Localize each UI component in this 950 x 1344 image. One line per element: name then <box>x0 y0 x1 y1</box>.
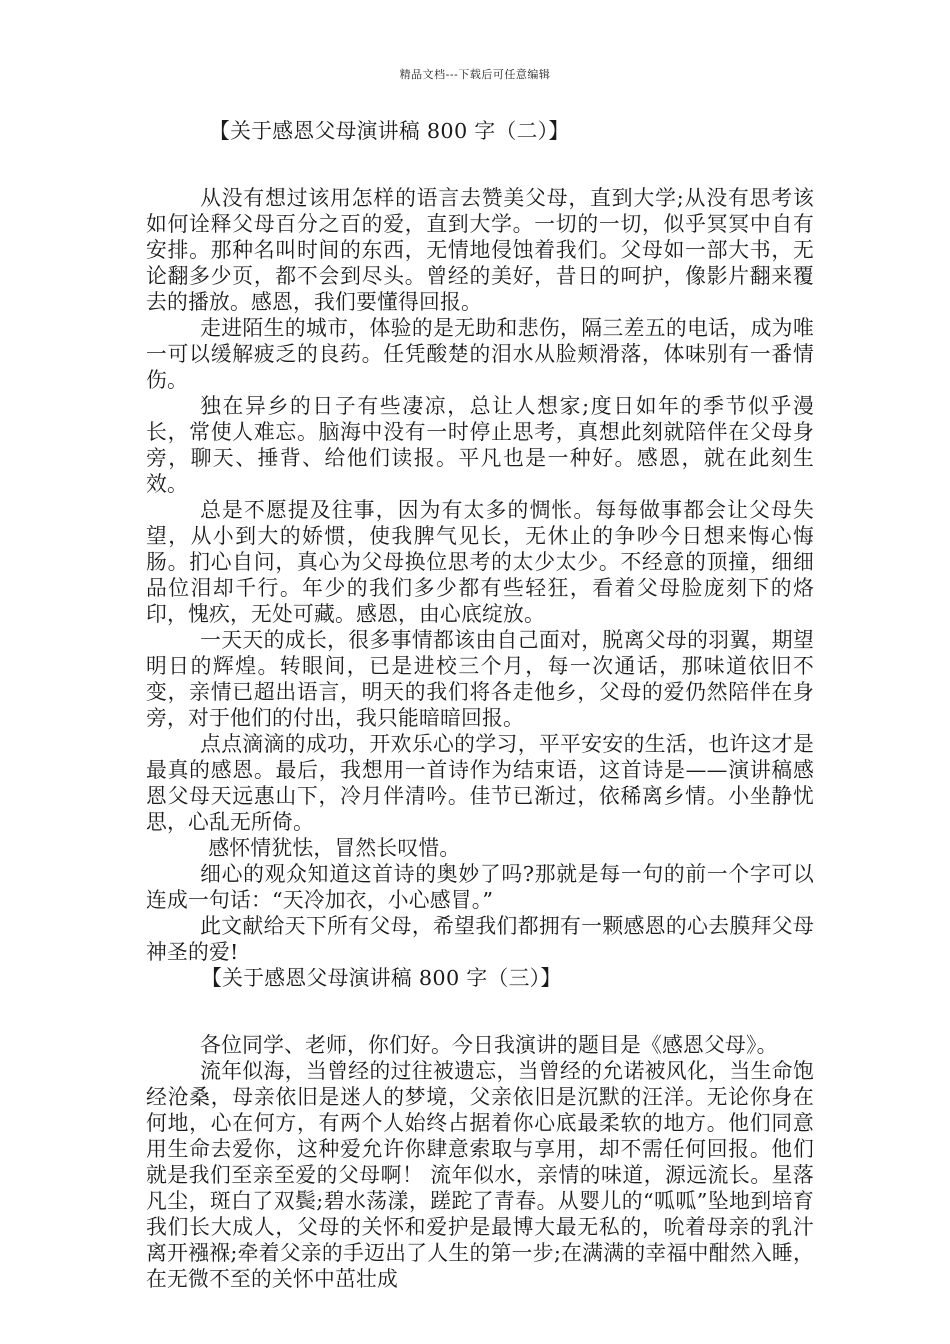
paragraph: 此文献给天下所有父母，希望我们都拥有一颗感恩的心去膜拜父母神圣的爱! <box>146 914 814 964</box>
document-body <box>146 118 814 1292</box>
section-title-3: 【关于感恩父母演讲稿 800 字（三）】 <box>201 966 562 990</box>
poem-line: 感怀情犹怯，冒然长叹惜。 <box>208 836 461 860</box>
paragraph: 从没有想过该用怎样的语言去赞美父母，直到大学;从没有思考该如何诠释父母百分之百的爱，直到大学。一切的一切，似乎冥冥中自有安排。那种名叫时间的东西，无情地侵蚀着我们。父母如一部大书，无论翻多少页，都不会到尽头。曾经的美好，昔日的呵护，像影片翻来覆去的播放。感恩，我们要懂得回报。 <box>146 186 814 314</box>
paragraph: 细心的观众知道这首诗的奥妙了吗?那就是每一句的前一个字可以连成一句话：“天冷加衣，小心感冒。” <box>146 862 814 912</box>
spacer <box>146 144 814 185</box>
paragraph: 点点滴滴的成功，开欢乐心的学习，平平安安的生活，也许这才是最真的感恩。最后，我想用一首诗作为结束语，这首诗是——演讲稿感恩父母天远惠山下，冷月伴清吟。佳节已渐过，依稀离乡情。小坐静忧思，心乱无所倚。 <box>146 732 814 834</box>
paragraph: 流年似海，当曾经的过往被遗忘，当曾经的允诺被风化，当生命饱经沧桑，母亲依旧是迷人的梦境，父亲依旧是沉默的汪洋。无论你身在何地，心在何方，有两个人始终占据着你心底最柔软的地方。他们同意用生命去爱你，这种爱允许你肆意索取与享用，却不需任何回报。他们就是我们至亲至爱的父母啊！ 流年似水，亲情的味道，源远流长。星落凡尘，斑白了双鬓;碧水荡漾，蹉跎了青春。从婴儿的“呱呱”坠地到培育我们长大成人，父母的关怀和爱护是最博大最无私的，吮着母亲的乳汁离开襁褓;牵着父亲的手迈出了人生的第一步;在满满的幸福中酣然入睡，在无微不至的关怀中茁壮成 <box>146 1059 814 1291</box>
page-header: 精品文档---下载后可任意编辑 <box>399 68 551 81</box>
paragraph: 走进陌生的城市，体验的是无助和悲伤，隔三差五的电话，成为唯一可以缓解疲乏的良药。任凭酸楚的泪水从脸颊滑落，体味别有一番情伤。 <box>146 316 814 392</box>
paragraph: 一天天的成长，很多事情都该由自己面对，脱离父母的羽翼，期望明日的辉煌。转眼间，已是进校三个月，每一次通话，那味道依旧不变，亲情已超出语言，明天的我们将各走他乡，父母的爱仍然陪伴在身旁，对于他们的付出，我只能暗暗回报。 <box>146 628 814 730</box>
paragraph: 各位同学、老师，你们好。今日我演讲的题目是《感恩父母》。 <box>200 1033 778 1057</box>
paragraph: 独在异乡的日子有些凄凉，总让人想家;度日如年的季节似乎漫长，常使人难忘。脑海中没有一时停止思考，真想此刻就陪伴在父母身旁，聊天、捶背、给他们读报。平凡也是一种好。感恩，就在此刻生效。 <box>146 394 814 496</box>
spacer <box>146 991 814 1032</box>
section-title-2: 【关于感恩父母演讲稿 800 字（二）】 <box>209 119 570 143</box>
paragraph: 总是不愿提及往事，因为有太多的惆怅。每每做事都会让父母失望，从小到大的娇惯，使我脾气见长，无休止的争吵今日想来悔心悔肠。扪心自问，真心为父母换位思考的太少太少。不经意的顶撞，细细品位泪却千行。年少的我们多少都有些轻狂，看着父母脸庞刻下的烙印，愧疚，无处可藏。感恩，由心底绽放。 <box>146 498 814 626</box>
